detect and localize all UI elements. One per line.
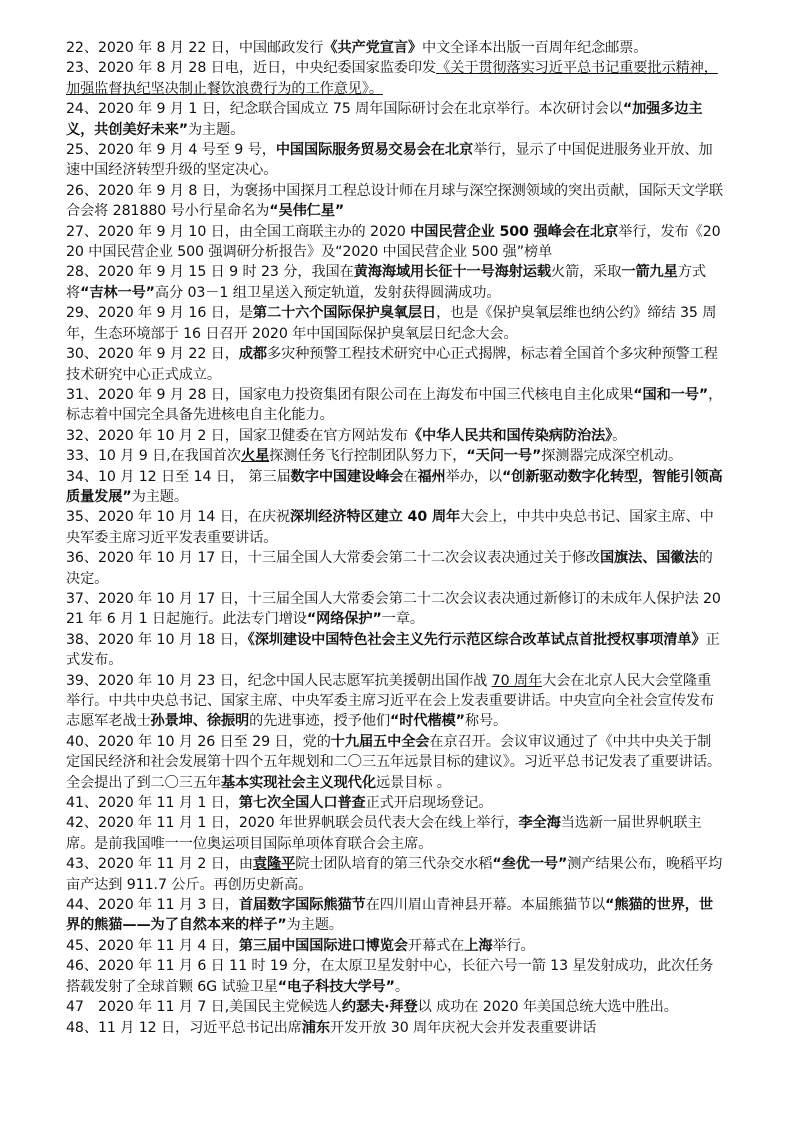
body-text: 的先进事迹，授予他们 [249, 713, 391, 730]
emphasized-text: 十九届五中全会 [330, 733, 430, 750]
body-text: 27、2020 年 9 月 10 日，由全国工商联主办的 2020 [66, 223, 411, 240]
body-text: 举办，以 [445, 468, 503, 485]
event-item [66, 446, 724, 466]
body-text: 37、2020 年 10 月 17 日，十三届全国人大常委会第二十二次会议表决通过新修订的未成年人保护法 2021 年 6 月 1 日起施行。此法专门增设 [66, 590, 721, 628]
body-text: 46、2020 年 11 月 6 日 11 时 19 分，在太原卫星发射中心，长征六号一箭 13 星发射成功，此次任务搭载发射了全球首颗 6G 试验卫星 [66, 958, 714, 995]
body-text: 22、2020 年 8 月 22 日，中国邮政发行 [66, 40, 324, 56]
event-item [66, 426, 724, 446]
event-item [66, 38, 724, 58]
emphasized-text: 约瑟夫·拜登 [341, 999, 418, 1016]
emphasized-text: “电子科技大学号” [277, 978, 395, 995]
emphasized-text: “网络保护” [306, 611, 382, 628]
body-text: 为主题。 [131, 488, 188, 505]
body-text: 29、2020 年 9 月 16 日，是 [66, 305, 253, 322]
emphasized-text: 《深圳建设中国特色社会主义先行示范区综合改革试点首批授权事项清单》 [247, 631, 706, 648]
body-text: 42、2020 年 11 月 1 日，2020 年世界帆联会员代表大会在线上举行， [66, 815, 519, 832]
body-text: 23、2020 年 8 月 28 日电，近日，中央纪委国家监委印发 [66, 60, 437, 77]
body-text: 32、2020 年 10 月 2 日，国家卫健委在官方网站发布 [66, 427, 408, 444]
emphasized-text: 黄海海域用长征十一号海射运载 [353, 264, 551, 281]
body-text: 39、2020 年 10 月 23 日，纪念中国人民志愿军抗美援朝出国作战 [66, 672, 492, 689]
emphasized-text: 《共产党宣言》 [323, 40, 422, 56]
emphasized-text: 第三届中国国际进口博览会 [238, 937, 408, 954]
event-item [66, 140, 724, 181]
emphasized-text: “吉林一号” [80, 284, 155, 301]
body-text: 举行，发布《2020 中国民营企业 500 强调研分析报告》及“2020 中国民营企业 500 强”榜单 [66, 223, 721, 261]
body-text: 30、2020 年 9 月 22 日， [66, 346, 239, 363]
event-item [66, 222, 724, 263]
body-text: 35、2020 年 10 月 14 日，在庆祝 [66, 509, 291, 526]
emphasized-text: 首届数字国际熊猫节 [238, 897, 366, 914]
event-item [66, 671, 724, 732]
body-text: 探测任务飞行控制团队努力下， [269, 448, 467, 465]
body-text: 31、2020 年 9 月 28 日，国家电力投资集团有限公司在上海发布中国三代核电自主化成果 [66, 386, 634, 403]
body-text: 70 周年 [491, 672, 543, 689]
body-text: 高分 03－1 组卫星送入预定轨道，发射获得圆满成功。 [154, 284, 501, 301]
body-text: 在 [403, 468, 418, 485]
emphasized-text: 火星 [240, 448, 270, 465]
body-text: 。 [394, 978, 409, 995]
body-text: 45、2020 年 11 月 4 日， [66, 937, 239, 954]
emphasized-text: 第七次全国人口普查 [238, 795, 366, 812]
emphasized-text: “熊猫的世界，世界的熊猫——为了自然本来的样子” [66, 897, 713, 934]
body-text: 称号。 [464, 713, 508, 730]
emphasized-text: “天问一号” [466, 448, 542, 465]
body-text: 41、2020 年 11 月 1 日， [66, 795, 239, 812]
body-text: 大会上，中共中央总书记、国家主席、中央军委主席习近平发表重要讲话。 [66, 509, 714, 546]
emphasized-text: 福州 [417, 468, 446, 485]
emphasized-text: “叁优一号” [492, 856, 568, 873]
event-item [66, 589, 724, 630]
emphasized-text: 成都 [238, 346, 268, 363]
event-item [66, 507, 724, 548]
body-text: 举行，显示了中国促进服务业开放、加速中国经济转型升级的坚定决心。 [66, 142, 713, 179]
emphasized-text: 袁隆平 [252, 856, 296, 873]
body-text: 探测器完成深空机动。 [541, 448, 683, 465]
emphasized-text: 李全海 [518, 815, 561, 832]
event-item [66, 467, 724, 508]
emphasized-text: 孙景坤、徐振明 [150, 713, 250, 730]
event-item [66, 895, 724, 936]
body-text: 的决定。 [66, 550, 713, 587]
body-text: 开幕式在 [407, 937, 465, 954]
body-text: 26、2020 年 9 月 8 日，为褒扬中国探月工程总设计师在月球与深空探测领域的突出贡献，国际天文学联合会将 281880 号小行星命名为 [66, 182, 723, 220]
emphasized-text: 浦东 [301, 1019, 331, 1036]
body-text: 33、10 月 9 日,在我国首次 [66, 448, 241, 465]
event-item [66, 385, 724, 426]
event-item [66, 813, 724, 854]
body-text: 44、2020 年 11 月 3 日， [66, 897, 239, 914]
body-text: 36、2020 年 10 月 17 日，十三届全国人大常委会第二十二次会议表决通过关于修改 [66, 550, 600, 567]
body-text: 开发开放 30 周年庆祝大会并发表重要讲话 [330, 1019, 597, 1036]
event-item [66, 548, 724, 589]
body-text: 正式发布。 [66, 631, 720, 669]
event-item [66, 344, 724, 385]
body-text: 24、2020 年 9 月 1 日，纪念联合国成立 75 周年国际研讨会在北京举行。本次研讨会以 [66, 101, 623, 118]
event-item [66, 793, 724, 813]
event-item [66, 99, 724, 140]
body-text: 测产结果公布，晚稻平均亩产达到 911.7 公斤。再创历史新高。 [66, 856, 723, 893]
event-item [66, 181, 724, 222]
body-text: ，标志着中国完全具备先进核电自主化能力。 [66, 386, 723, 424]
body-text: 43、2020 年 11 月 2 日，由 [66, 856, 253, 873]
body-text: 40、2020 年 10 月 26 日至 29 日，党的 [66, 733, 331, 750]
body-text: 方式将 [66, 264, 706, 301]
body-text: 院士团队培育的第三代杂交水稻 [295, 856, 493, 873]
event-item [66, 732, 724, 793]
event-item [66, 630, 724, 671]
event-item [66, 58, 724, 99]
body-text: 为主题。 [187, 121, 245, 138]
event-item [66, 1018, 724, 1038]
emphasized-text: 深圳经济特区建立 40 周年 [290, 509, 461, 526]
emphasized-text: “创新驱动数字化转型，智能引领高质量发展” [66, 468, 723, 505]
body-text: 正式开启现场登记。 [365, 795, 493, 812]
emphasized-text: “国和一号” [633, 386, 709, 403]
emphasized-text: 第二十六个国际保护臭氧层日 [252, 305, 437, 322]
emphasized-text: 《中华人民共和国传染病防治法》 [407, 427, 613, 444]
body-text: 34、10 月 12 日至 14 日， 第三届 [66, 468, 291, 485]
body-text: 在四川眉山青神县开幕。本届熊猫节以 [365, 897, 606, 914]
body-text: 28、2020 年 9 月 15 日 9 时 23 分，我国在 [66, 264, 354, 281]
event-item [66, 997, 724, 1017]
event-item [66, 303, 724, 344]
body-text: 火箭，采取 [550, 264, 622, 281]
body-text: 48、11 月 12 日，习近平总书记出席 [66, 1019, 302, 1036]
emphasized-text: 一箭九星 [621, 264, 678, 281]
emphasized-text: 中国民营企业 500 强峰会在北京 [410, 223, 619, 240]
body-text: 。 [612, 427, 627, 444]
emphasized-text: 上海 [464, 937, 493, 954]
body-text: 大会在北京人民大会堂隆重举行。中共中央总书记、国家主席、中央军委主席习近平在会上发表重要讲话。中央宣向全社会宣传发布志愿军老战士 [66, 672, 715, 730]
body-text: 25、2020 年 9 月 4 号至 9 号， [66, 142, 276, 159]
body-text: 以 成功在 2020 年美国总统大选中胜出。 [417, 999, 678, 1016]
body-text: 中文全译本出版一百周年纪念邮票。 [421, 40, 648, 56]
body-text: 一章。 [381, 611, 424, 628]
event-list [66, 38, 724, 1038]
body-text: 举行。 [492, 937, 535, 954]
body-text: 远景目标 。 [375, 774, 451, 791]
event-item [66, 262, 724, 303]
body-text: 多灾种预警工程技术研究中心正式揭牌，标志着全国首个多灾种预警工程技术研究中心正式成立。 [66, 346, 718, 383]
emphasized-text: 中国国际服务贸易交易会在北京 [275, 142, 474, 159]
body-text: 38、2020 年 10 月 18 日， [66, 631, 248, 648]
emphasized-text: “时代楷模” [390, 713, 465, 730]
body-text: 47 2020 年 11 月 7 日,美国民主党候选人 [66, 999, 342, 1016]
body-text: 当选新一届世界帆联主席。是前我国唯一一位奥运项目国际单项体育联合会主席。 [66, 815, 702, 852]
emphasized-text: 基本实现社会主义现代化 [220, 774, 376, 791]
event-item [66, 956, 724, 997]
body-text: 为主题。 [286, 917, 343, 934]
event-item [66, 854, 724, 895]
emphasized-text: “加强多边主义，共创美好未来” [66, 101, 703, 138]
body-text: 在京召开。会议审议通过了《中共中央关于制定国民经济和社会发展第十四个五年规划和二〇三五年远景目标的建议》。习近平总书记发表了重要讲话。全会提出了到二〇三五年 [66, 733, 722, 791]
emphasized-text: “吴伟仁星” [269, 203, 345, 220]
emphasized-text: 数字中国建设峰会 [290, 468, 404, 485]
event-item [66, 936, 724, 956]
body-text: ，也是《保护臭氧层维也纳公约》缔结 35 周年，生态环境部于 16 日召开 2020 年中国国际保护臭氧层日纪念大会。 [66, 305, 717, 342]
body-text: 《关于贯彻落实习近平总书记重要批示精神，加强监督执纪坚决制止餐饮浪费行为的工作意见》。 [66, 60, 718, 97]
emphasized-text: 国旗法、国徽法 [599, 550, 699, 567]
